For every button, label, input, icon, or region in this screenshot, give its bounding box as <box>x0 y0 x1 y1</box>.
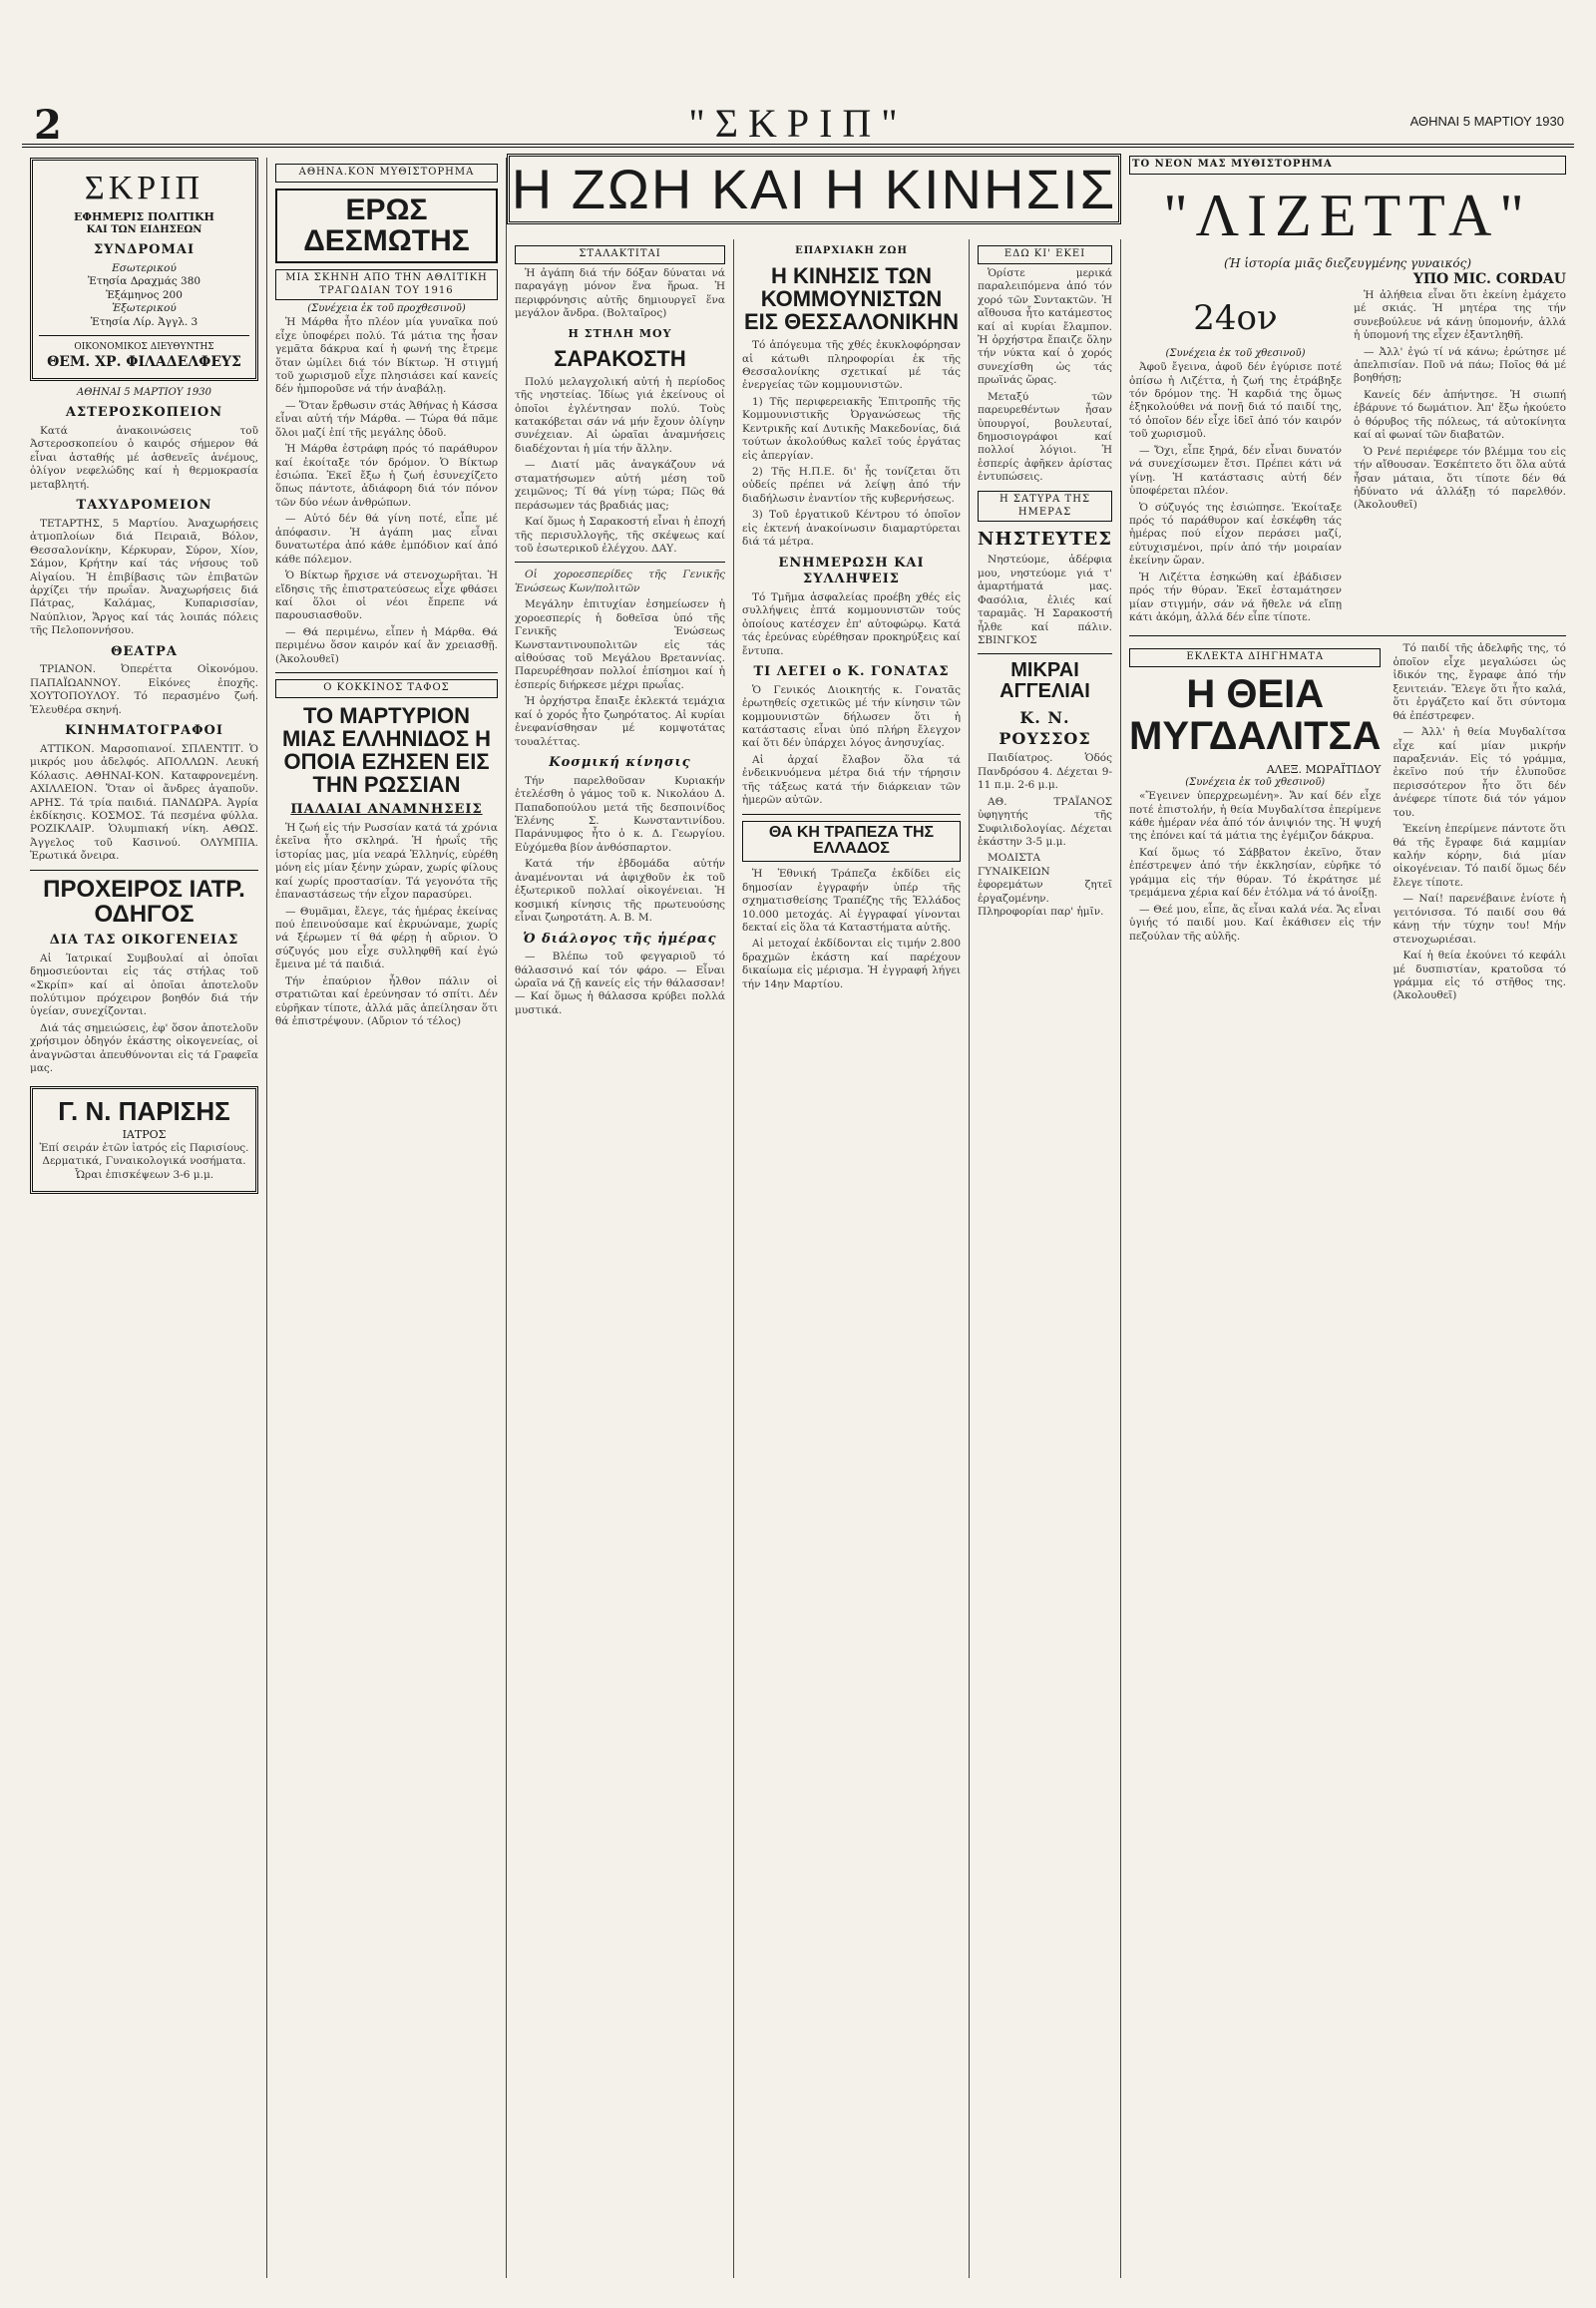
memories-subtitle: ΠΑΛΑΙΑΙ ΑΝΑΜΝΗΣΕΙΣ <box>290 802 483 818</box>
novel-title: "ΛΙΖΕΤΤΑ" <box>1163 182 1532 248</box>
column-4: ΕΠΑΡΧΙΑΚΗ ΖΩΗ Η ΚΙΝΗΣΙΣ ΤΩΝ ΚΟΜΜΟΥΝΙΣΤΩΝ ΕΙΣ ΘΕΣΣΑΛΟΝΙΚΗΝ Τό ἀπόγευμα τῆς χθές ἐκυκλοφόρησαν αἱ κάτωθι πληροφορίαι ἐκ τῆς Θεσσαλονίκης σχετικαί μέ τάς ἐνεργείας τῶν κομμουνιστῶν. 1) Τῆς περιφερειακῆς Ἐπιτροπῆς τῆς Κομμουνιστικῆς Ὀργανώσεως τῆς Κεντρικῆς καί Δυτικῆς Μακεδονίας, διά τούτων ἀκολούθως καλεῖ τούς ἐργάτας εἰς ἀπεργίαν. 2) Τῆς Η.Π.Ε. δι' ἧς τονίζεται ὅτι οὐδείς πρέπει νά λείψῃ ἀπό τήν διαδήλωσιν ἐναντίον τῆς κυβερνήσεως. 3) Τοῦ ἐργατικοῦ Κέντρου τό ὁποῖον εἰς ἐκτενή ἀνακοίνωσιν διαμαρτύρεται διά τά μέτρα. ΕΝΗΜΕΡΩΣΗ ΚΑΙ ΣΥΛΛΗΨΕΙΣ Τό Τμῆμα ἀσφαλείας προέβη χθές εἰς συλλήψεις ἐπτά κομμουνιστῶν τούς ὁποίους κατέσχεν ἐπ' αὐτοφώρῳ. Κατά τάς ἐρεύνας εὑρέθησαν προκηρύξεις καί ἔντυπα. ΤΙ ΛΕΓΕΙ ο Κ. ΓΟΝΑΤΑΣ Ὁ Γενικός Διοικητής κ. Γονατᾶς ἐρωτηθείς σχετικῶς μέ τήν κίνησιν τῶν κομμουνιστῶν δήλωσεν ὅτι ἡ κατάστασις εἶναι ὑπό πλήρη ἔλεγχον καί ὅτι δέν ὑπάρχει λόγος ἀνησυχίας. Αἱ ἀρχαί ἔλαβον ὅλα τά ἐνδεικνυόμενα μέτρα διά τήν τήρησιν τῆς τάξεως κατά τήν διάρκειαν τῶν ἡμερῶν αὐτῶν. ΘΑ ΚΗ ΤΡΑΠΕΖΑ ΤΗΣ ΕΛΛΑΔΟΣ Ἡ Ἐθνική Τράπεζα ἐκδίδει εἰς δημοσίαν ἐγγραφήν ὑπέρ τῆς σχηματισθείσης Τραπέζης τῆς Ἑλλάδος 10.000 μετοχάς. Αἱ ἐγγραφαί γίνονται δεκταί εἰς ὅλα τά Καταστήματα αὐτῆς. Αἱ μετοχαί ἐκδίδονται εἰς τιμήν 2.800 δραχμῶν ἑκάστη καί παρέχουν δικαίωμα εἰς μέρισμα. Ἡ ἐγγραφή λήγει τήν 14ην Μαρτίου. <box>734 239 970 2278</box>
novel-continuation: (Συνέχεια ἐκ τοῦ χθεσινοῦ) <box>1165 348 1306 360</box>
story-author: ΑΛΕΞ. ΜΩΡΑΪΤΙΔΟΥ <box>1266 763 1382 777</box>
column-6: ΤΟ ΝΕΟΝ ΜΑΣ ΜΥΘΙΣΤΟΡΗΜΑ "ΛΙΖΕΤΤΑ" (Ἡ ἱστορία μιᾶς διεζευγμένης γυναικός) ΥΠΟ MIC. CORDAU 24ον (Συνέχεια ἐκ τοῦ χθεσινοῦ) Ἀφοῦ ἔγεινα, ἀφοῦ δέν ἐγύρισε ποτέ ὀπίσω ἡ Λιζέττα, ἡ ζωή της ἐτράβηξε τόν δρόμον της. Ἡ καρδιά της ὅμως ἐξηκολούθει νά πονῇ διά τό παιδί της, τό ὁποῖον δέν εἶχε ἰδεῖ ἀπό τόν καιρόν τοῦ χωρισμοῦ. — Ὄχι, εἶπε ξηρά, δέν εἶναι δυνατόν νά συνεχίσωμεν ἔτσι. Πρέπει κάτι νά γίνῃ. Ἡ κατάστασις αὐτή δέν ὑποφέρεται πλέον. Ὁ σύζυγός της ἐσιώπησε. Ἐκοίταξε πρός τό παράθυρον καί ἐσκέφθη τάς ἡμέρας πού εἶχον περάσει μαζί, εὐτυχισμένοι, πρίν ἀπό τήν μοιραίαν ἐκείνην ὥραν. Ἡ Λιζέττα ἐσηκώθη καί ἐβάδισεν πρός τήν θύραν. Ἐκεῖ ἐσταμάτησεν μίαν στιγμήν, σάν νά ἤθελε νά εἴπῃ κάτι ἀκόμη, ἀλλά δέν εἶπε τίποτε. Ἡ ἀλήθεια εἶναι ὅτι ἐκείνη ἐμάχετο μέ σκιάς. Ἡ μητέρα της τήν συνεβούλευε νά κάνῃ ὑπομονήν, ἀλλά ἡ ὑπομονή της εἶχεν ἐξαντληθῆ. — Ἀλλ' ἐγώ τί νά κάνω; ἐρώτησε μέ ἀπελπισίαν. Ποῦ νά πάω; Ποῖος θά μέ βοηθήσῃ; Κανείς δέν ἀπήντησε. Ἡ σιωπή ἐβάρυνε τό δωμάτιον. Ἀπ' ἔξω ἠκούετο ὁ θόρυβος τῆς πόλεως, τά αὐτοκίνητα καί αἱ φωναί τῶν διαβατῶν. Ὁ Ρενέ περιέφερε τόν βλέμμα του εἰς τήν αἴθουσαν. Ἐσκέπτετο ὅτι ὅλα αὐτά ἦσαν μάταια, ὅτι τίποτε δέν θά ἠδύνατο νά ἀλλάξῃ τό παρελθόν. (Ἀκολουθεῖ) ΕΚΛΕΚΤΑ ΔΙΗΓΗΜΑΤΑ Η ΘΕΙΑ ΜΥΓΔΑΛΙΤΣΑ ΑΛΕΞ. ΜΩΡΑΪΤΙΔΟΥ (Συνέχεια ἐκ τοῦ χθεσινοῦ) «Ἔγεινεν ὑπερχρεωμένη». Ἄν καί δέν εἶχε ποτέ ἐπιστολήν, ἡ θεία Μυγδαλίτσα ἐπερίμενε κάθε ἡμέραν νέα ἀπό τόν ἀνιψιόν της. Ἡ ψυχή της ἐπόνει καί τά μάτια της ἐγέμιζον δάκρυα. Καί ὅμως τό Σάββατον ἐκεῖνο, ὅταν ἐπέστρεψεν ἀπό τήν ἐκκλησίαν, εὑρῆκε τό γράμμα εἰς τήν θύραν. Τό ἐκράτησε μέ τρεμάμενα χέρια καί δέν ἐτόλμα νά τό ἀνοίξῃ. — Θεέ μου, εἶπε, ἄς εἶναι καλά νέα. Ἄς εἶναι ὑγιής τό παιδί μου. Καί ἐκάθισεν εἰς τήν πεζούλαν τῆς αὐλῆς. Τό παιδί τῆς ἀδελφῆς της, τό ὁποῖον εἶχε μεγαλώσει ὡς ἰδικόν της, ἔγραφε ἀπό τήν ξενιτειάν. Ἔλεγε ὅτι ἦτο καλά, ὅτι ἐργάζετο καί ὅτι σύντομα θά ἐπέστρεφεν. — Ἀλλ' ἡ θεία Μυγδαλίτσα εἶχε καί μίαν μικρήν παραξενιάν. Εἰς τό γράμμα, ἐκεῖνο πού τήν ἐλυποῦσε περισσότερον ἦτο ὅτι δέν ἀνέφερε τίποτε διά τόν γάμον του. Ἐκείνη ἐπερίμενε πάντοτε ὅτι θά τῆς ἔγραφε διά καμμίαν καλήν κόρην, διά μίαν οἰκογένειαν. Τό παιδί ὅμως δέν ἔλεγε τίποτε. — Ναί! παρενέβαινε ἐνίοτε ἡ γειτόνισσα. Τό παιδί σου θά κάνῃ τήν τύχην του! Μήν στενοχωριέσαι. Καί ἡ θεία ἐκούνει τό κεφάλι μέ δυσπιστίαν, κρατοῦσα τό γράμμα εἰς τό στῆθος της. (Ἀκολουθεῖ) <box>1121 150 1574 2278</box>
small-ads-title: ΜΙΚΡΑΙ ΑΓΓΕΛΙΑΙ <box>999 659 1090 703</box>
novel-subtitle: (Ἡ ἱστορία μιᾶς διεζευγμένης γυναικός) <box>1223 255 1472 270</box>
newspaper-title: "ΣΚΡΙΠ" <box>688 101 908 146</box>
foreign-rate: Ἐτησία Λίρ. Ἀγγλ. 3 <box>90 315 199 328</box>
cinemas-heading: ΚΙΝΗΜΑΤΟΓΡΑΦΟΙ <box>65 723 223 739</box>
interior-label: Εσωτερικού <box>112 262 177 275</box>
serial-subtitle: ΜΙΑ ΣΚΗΝΗ ΑΠΟ ΤΗΝ ΑΘΛΙΤΙΚΗ ΤΡΑΓΩΔΙΑΝ ΤΟΥ 1916 <box>275 269 498 301</box>
page-number: 2 <box>34 102 62 149</box>
tagline: ΕΦΗΜΕΡΙΣ ΠΟΛΙΤΙΚΗ <box>74 209 214 223</box>
director-label: ΟΙΚΟΝΟΜΙΚΟΣ ΔΙΕΥΘΥΝΤΗΣ <box>74 342 214 353</box>
foreign-label: Ἐξωτερικού <box>112 302 177 315</box>
serial-title: ΕΡΩΣ ΔΕΣΜΩΤΗΣ <box>275 189 498 263</box>
here-there-label: ΕΔΩ ΚΙ' ΕΚΕΙ <box>978 245 1112 264</box>
subscriptions-title: ΣΥΝΔΡΟΜΑΙ <box>93 242 196 258</box>
serial-label: ΑΘΗΝΑ.ΚΟΝ ΜΥΘΙΣΤΟΡΗΜΑ <box>275 164 498 183</box>
annual-rate: Ἐτησία Δραχμάς 380 <box>87 275 201 288</box>
subtagline: ΚΑΙ ΤΩΝ ΕΙΔΗΣΕΩΝ <box>86 223 202 235</box>
column-1: ΣΚΡΙΠ ΕΦΗΜΕΡΙΣ ΠΟΛΙΤΙΚΗ ΚΑΙ ΤΩΝ ΕΙΔΗΣΕΩΝ ΣΥΝΔΡΟΜΑΙ Εσωτερικού Ἐτησία Δραχμάς 380 Ἑξάμηνος 200 Ἐξωτερικού Ἐτησία Λίρ. Ἀγγλ. 3 ΟΙΚΟΝΟΜΙΚΟΣ ΔΙΕΥΘΥΝΤΗΣ ΘΕΜ. ΧΡ. ΦΙΛΑΔΕΛΦΕΥΣ ΑΘΗΝΑΙ 5 ΜΑΡΤΙΟΥ 1930 ΑΣΤΕΡΟΣΚΟΠΕΙΟΝ Κατά ἀνακοινώσεις τοῦ Ἀστεροσκοπείου ὁ καιρός σήμερον θά εἶναι ἀσταθής μέ ἀσθενεῖς ἀνέμους, ὀλίγον νεφελώδης καί ἡ θερμοκρασία μεταβλητή. ΤΑΧΥΔΡΟΜΕΙΟΝ ΤΕΤΑΡΤΗΣ, 5 Μαρτίου. Ἀναχωρήσεις ἀτμοπλοίων διά Πειραιᾶ, Βόλον, Θεσσαλονίκην, Κέρκυραν, Σύρον, Χίον, Σάμον, Κρήτην καί τάς νήσους τοῦ Αἰγαίου. Ἡ ἐπιβίβασις τῶν ἐπιβατῶν ἀρχίζει τήν πρωΐαν. Ἀναχωρήσεις διά Πάτρας, Καλάμας, Κυπαρισσίαν, Ναύπλιον, Ἄργος καί τάς λοιπάς πόλεις τῆς Πελοποννήσου. ΘΕΑΤΡΑ ΤΡΙΑΝΟΝ. Ὀπερέττα Οἰκονόμου. ΠΑΠΑΪΩΑΝΝΟΥ. Εἰκόνες ἐποχῆς. ΧΟΥΤΟΠΟΥΛΟΥ. Τό περασμένο ζωή. Ἐλευθέρα σκηνή. ΚΙΝΗΜΑΤΟΓΡΑΦΟΙ ΑΤΤΙΚΟΝ. Μαρσοπιανοί. ΣΠΛΕΝΤΙΤ. Ὁ μικρός μου ἀδελφός. ΑΠΟΛΛΩΝ. Λευκή Κόλασις. ΑΘΗΝΑΙ-ΚΟΝ. Καταφρονεμένη. ΑΧΙΛΛΕΙΟΝ. Ὅταν οἱ ἄνδρες ἀγαποῦν. ΑΡΗΣ. Τά τρία παιδιά. ΠΑΝΔΩΡΑ. Ἀγρία ἐκδίκησις. ΚΟΣΜΟΣ. Τά πεσμένα φύλλα. ΡΟΖΙΚΛΑΙΡ. Ὁλυμπιακή νίκη. ΑΘΩΣ. Ἀγγελος τοῦ Κασινού. ΟΛΥΜΠΙΑ. Ἐρωτικά ὄνειρα. ΠΡΟΧΕΙΡΟΣ ΙΑΤΡ. ΟΔΗΓΟΣ ΔΙΑ ΤΑΣ ΟΙΚΟΓΕΝΕΙΑΣ Αἱ Ἰατρικαί Συμβουλαί αἱ ὁποῖαι δημοσιεύονται εἰς τάς στήλας τοῦ «Σκρίπ» καί αἱ ὁποῖαι ἀποτελοῦν πολύτιμον πρόχειρον βοηθόν διά τήν ὑγείαν, συνεχίζονται. Διά τάς σημειώσεις, ἐφ' ὅσον ἀποτελοῦν χρήσιμον ὁδηγόν ἑκάστης οἰκογενείας, οἱ ἀναγνῶσται ἀπευθύνονται εἰς τά Γραφεῖα μας. Γ. Ν. ΠΑΡΙΣΗΣ ΙΑΤΡΟΣ Ἐπί σειράν ἐτῶν ἰατρός εἰς Παρισίους. Δερματικά, Γυναικολογικά νοσήματα. Ὧραι ἐπισκέψεων 3-6 μ.μ. <box>22 158 267 2278</box>
banner-wrap <box>507 150 1121 230</box>
column-date: ΑΘΗΝΑΙ 5 ΜΑΡΤΙΟΥ 1930 <box>76 386 212 398</box>
satire-label: Η ΣΑΤΥΡΑ ΤΗΣ ΗΜΕΡΑΣ <box>978 491 1112 523</box>
my-column-label: Η ΣΤΗΛΗ ΜΟΥ <box>568 326 672 340</box>
ad-name: Κ. Ν. ΡΟΥΣΣΟΣ <box>998 708 1091 748</box>
post-heading: ΤΑΧΥΔΡΟΜΕΙΟΝ <box>76 498 212 514</box>
masthead <box>22 100 1574 148</box>
story-continuation: (Συνέχεια ἐκ τοῦ χθεσινοῦ) <box>1185 777 1326 789</box>
medical-guide-title: ΠΡΟΧΕΙΡΟΣ ΙΑΤΡ. ΟΔΗΓΟΣ <box>43 875 245 928</box>
logo: ΣΚΡΙΠ <box>84 170 204 206</box>
stalaktitai-label: ΣΤΑΛΑΚΤΙΤΑΙ <box>515 245 725 264</box>
arrests-subheading: ΕΝΗΜΕΡΩΣΗ ΚΑΙ ΣΥΛΛΗΨΕΙΣ <box>778 555 925 587</box>
astro-heading: ΑΣΤΕΡΟΣΚΟΠΕΙΟΝ <box>65 405 223 421</box>
dialogue-heading: Ὁ διάλογος τῆς ἡμέρας <box>523 931 717 947</box>
communists-title: Η ΚΙΝΗΣΙΣ ΤΩΝ ΚΟΜΜΟΥΝΙΣΤΩΝ ΕΙΣ ΘΕΣΣΑΛΟΝΙΚΗΝ <box>743 262 960 334</box>
novel-author: ΥΠΟ MIC. CORDAU <box>1412 270 1566 287</box>
issue-date: ΑΘΗΝΑΙ 5 ΜΑΡΤΙΟΥ 1930 <box>1409 114 1564 129</box>
bank-heading: ΘΑ ΚΗ ΤΡΑΠΕΖΑ ΤΗΣ ΕΛΛΑΔΟΣ <box>742 821 961 863</box>
martyrion-title: ΤΟ ΜΑΡΤΥΡΙΟΝ ΜΙΑΣ ΕΛΛΗΝΙΔΟΣ Η ΟΠΟΙΑ ΕΖΗΣΕΝ ΕΙΣ ΤΗΝ ΡΩΣΣΙΑΝ <box>281 702 492 798</box>
director-name: ΘΕΜ. ΧΡ. ΦΙΛΑΔΕΛΦΕΥΣ <box>47 353 241 370</box>
theatres-heading: ΘΕΑΤΡΑ <box>111 643 178 659</box>
story-title: Η ΘΕΙΑ ΜΥΓΔΑΛΙΤΣΑ <box>1129 672 1382 759</box>
column-5: ΕΔΩ ΚΙ' ΕΚΕΙ Ὁρίστε μερικά παραλειπόμενα ἀπό τόν χορό τῶν Συντακτῶν. Ἡ αἴθουσα ἦτο κατάμεστος καί αἱ κυρίαι ἔλαμπον. Ἡ ὀρχήστρα ἔπαιζε ὅλην τήν νύκτα καί ὁ χορός συνεχίσθη ὡς τάς πρωϊνάς ὥρας. Μεταξύ τῶν παρευρεθέντων ἦσαν ὑπουργοί, βουλευταί, δημοσιογράφοι καί πολλοί λόγιοι. Ἡ ἑσπερίς ἀφῆκεν ἀρίστας ἐντυπώσεις. Η ΣΑΤΥΡΑ ΤΗΣ ΗΜΕΡΑΣ ΝΗΣΤΕΥΤΕΣ Νηστεύομε, ἀδέρφια μου, νηστεύομε γιά τ' ἁμαρτήματά μας. Φασόλια, ἐλιές καί ταραμᾶς. Ἡ Σαρακοστή ἦλθε καί πάλιν. ΣΒΙΝΓΚΟΣ ΜΙΚΡΑΙ ΑΓΓΕΛΙΑΙ Κ. Ν. ΡΟΥΣΣΟΣ Παιδίατρος. Ὁδός Πανδρόσου 4. Δέχεται 9-11 π.μ. 2-6 μ.μ. ΑΘ. ΤΡΑΪΑΝΟΣ ὑφηγητής τῆς Συφιλιδολογίας. Δέχεται ἑκάστην 3-5 μ.μ. ΜΟΔΙΣΤΑ ΓΥΝΑΙΚΕΙΩΝ ἐφορεμάτων ζητεῖ ἐργαζομένην. Πληροφορίαι παρ' ἡμῖν. <box>970 239 1121 2278</box>
medical-guide-subtitle: ΔΙΑ ΤΑΣ ΟΙΚΟΓΕΝΕΙΑΣ <box>49 933 239 949</box>
doctor-name: Γ. Ν. ΠΑΡΙΣΗΣ <box>58 1095 230 1126</box>
fasting-title: ΝΗΣΤΕΥΤΕΣ <box>978 529 1112 551</box>
red-tomb-label: Ο ΚΟΚΚΙΝΟΣ ΤΑΦΟΣ <box>275 679 498 698</box>
column-2: ΑΘΗΝΑ.ΚΟΝ ΜΥΘΙΣΤΟΡΗΜΑ ΕΡΩΣ ΔΕΣΜΩΤΗΣ ΜΙΑ ΣΚΗΝΗ ΑΠΟ ΤΗΝ ΑΘΛΙΤΙΚΗ ΤΡΑΓΩΔΙΑΝ ΤΟΥ 1916 (Συνέχεια ἐκ τοῦ προχθεσινοῦ) Ἡ Μάρθα ἦτο πλέον μία γυναῖκα πού εἶχε ὑποφέρει πολύ. Τά μάτια της ἦσαν γεμᾶτα δάκρυα καί ἡ φωνή της ἔτρεμε ὅταν ὡμίλει διά τόν Βίκτωρ. Ἡ στιγμή τοῦ χωρισμοῦ εἶχε πλησιάσει καί κανείς δέν ἠμποροῦσε νά τήν ἀναβάλῃ. — Ὅταν ἔρθωσιν στάς Ἀθήνας ἡ Κάσσα εἶναι αὐτή τήν Μάρθα. — Τώρα θά πᾶμε ὅλοι μαζί ἐπί τῆς μεγάλης ὁδοῦ. Ἡ Μάρθα ἐστράφη πρός τό παράθυρον καί ἐκοίταξε τόν δρόμον. Ὁ Βίκτωρ ἐσιώπα. Ἐκεῖ ἔξω ἡ ζωή ἐσυνεχίζετο ὅπως πάντοτε, ἀδιάφορη διά τόν πόνον τῶν δύο νέων ἀνθρώπων. — Αὐτό δέν θά γίνη ποτέ, εἶπε μέ ἀπόφασιν. Ἡ ἀγάπη μας εἶναι δυνατωτέρα ἀπό κάθε ἐμπόδιον καί ἀπό κάθε πόλεμον. Ὁ Βίκτωρ ἤρχισε νά στενοχωρῆται. Ἡ εἴδησις τῆς ἐπιστρατεύσεως εἶχε φθάσει καί ὅλοι οἱ νέοι ἔπρεπε νά παρουσιασθοῦν. — Θά περιμένω, εἶπεν ἡ Μάρθα. Θά περιμένω ὅσον καιρόν καί ἄν χρειασθῇ. (Ἀκολουθεῖ) Ο ΚΟΚΚΙΝΟΣ ΤΑΦΟΣ ΤΟ ΜΑΡΤΥΡΙΟΝ ΜΙΑΣ ΕΛΛΗΝΙΔΟΣ Η ΟΠΟΙΑ ΕΖΗΣΕΝ ΕΙΣ ΤΗΝ ΡΩΣΣΙΑΝ ΠΑΛΑΙΑΙ ΑΝΑΜΝΗΣΕΙΣ Ἡ ζωή εἰς τήν Ρωσσίαν κατά τά χρόνια ἐκεῖνα ἦτο σκληρά. Ἡ ἡρωΐς τῆς ἱστορίας μας, μία νεαρά Ἑλληνίς, εὑρέθη μόνη εἰς μίαν ξένην χώραν, χωρίς φίλους καί χωρίς προστασίαν. Τά γεγονότα τῆς ἐπαναστάσεως τήν εἶχον παρασύρει. — Θυμᾶμαι, ἔλεγε, τάς ἡμέρας ἐκείνας πού ἐπεινούσαμε καί ἐκρυώναμε, χωρίς νά ξέρωμεν τί θά φέρῃ ἡ αὔριον. Ὁ σύζυγός μου εἶχε συλληφθῆ καί ἐγώ ἔμεινα μέ τά παιδιά. Τήν ἐπαύριον ἦλθον πάλιν οἱ στρατιῶται καί ἐρεύνησαν τό σπίτι. Δέν εὑρῆκαν τίποτε, ἀλλά μᾶς ἀπείλησαν ὅτι θά ἐπιστρέψουν. (Αὔριον τό τέλος) <box>267 158 507 2278</box>
subscription-box <box>30 158 258 381</box>
stories-label: ΕΚΛΕΚΤΑ ΔΙΗΓΗΜΑΤΑ <box>1129 648 1381 667</box>
novel-label: ΤΟ ΝΕΟΝ ΜΑΣ ΜΥΘΙΣΤΟΡΗΜΑ <box>1129 156 1566 175</box>
chapter-number: 24ον <box>1193 297 1278 338</box>
section-banner: Η ΖΩΗ ΚΑΙ Η ΚΙΝΗΣΙΣ <box>507 154 1121 224</box>
column-3: ΣΤΑΛΑΚΤΙΤΑΙ Ἡ ἀγάπη διά τήν δόξαν δύναται νά παραγάγῃ μόνον ἕνα ἥρωα. Ἡ περιφρόνησις αὐτῆς δημιουργεῖ ἕνα μεγάλον ἄνδρα. (Βολταῖρος) Η ΣΤΗΛΗ ΜΟΥ ΣΑΡΑΚΟΣΤΗ Πολύ μελαγχολική αὐτή ἡ περίοδος τῆς νηστείας. Ἰδίως γιά ἐκείνους οἱ ὁποῖοι ἐγλέντησαν πολύ. Τοὺς κατακόβεται σάν νά μήν ἔχουν ὀλίγην συνέχειαν. Αἱ ὡραῖαι ἀναμνήσεις διαδέχονται ἡ μία τήν ἄλλην. — Διατί μᾶς ἀναγκάζουν νά σταματήσωμεν αὐτή μέση τοῦ χειμῶνος; Τί θά γίνῃ τώρα; Πῶς θά περάσωμεν τάς βραδιάς μας; Καί ὅμως ἡ Σαρακοστή εἶναι ἡ ἐποχή τῆς περισυλλογῆς, τῆς σκέψεως καί τοῦ ἐσωτερικοῦ ἐλέγχου. ΔΑΥ. Οἱ χοροεσπερίδες τῆς Γενικῆς Ἑνώσεως Κων/πολιτῶν Μεγάλην ἐπιτυχίαν ἐσημείωσεν ἡ χοροεσπερίς ἡ δοθεῖσα ὑπό τῆς Γενικῆς Ἑνώσεως Κωνσταντινουπολιτῶν εἰς τάς αἰθούσας τοῦ Μεγάλου Βρεταννίας. Παρευρέθησαν πολλοί ἐπίσημοι καί ἡ ἑσπερίς διήρκεσε μέχρι πρωΐας. Ἡ ὀρχήστρα ἔπαιξε ἐκλεκτά τεμάχια καί ὁ χορός ἦτο ζωηρότατος. Αἱ κυρίαι ἐνεφανίσθησαν μέ κομψοτάτας τουαλέττας. Κοσμική κίνησις Τήν παρελθοῦσαν Κυριακήν ἐτελέσθη ὁ γάμος τοῦ κ. Νικολάου Δ. Παπαδοπούλου μετά τῆς δεσποινίδος Ἑλένης Σ. Κωνσταντινίδου. Παράνυμφος ἦτο ὁ κ. Δ. Γεωργίου. Εὐχόμεθα βίον ἀνθόσπαρτον. Κατά τήν ἑβδομάδα αὐτήν ἀναμένονται νά ἀφιχθοῦν ἐκ τοῦ ἐξωτερικοῦ πολλαί οἰκογένειαι. Ἡ κοσμική κίνησις τῆς πρωτευούσης εἶναι ζωηροτάτη. Α. Β. Μ. Ὁ διάλογος τῆς ἡμέρας — Βλέπω τοῦ φεγγαριοῦ τό θάλασσινό καί τόν φάρο. — Εἶναι ὡραῖα νά ζῇ κανείς εἰς τήν θάλασσαν! — Καί ὅμως ἡ θάλασσα κρύβει πολλά μυστικά. <box>507 239 734 2278</box>
society-heading: Κοσμική κίνησις <box>549 755 691 771</box>
doctor-ad: Γ. Ν. ΠΑΡΙΣΗΣ ΙΑΤΡΟΣ Ἐπί σειράν ἐτῶν ἰατρός εἰς Παρισίους. Δερματικά, Γυναικολογικά νοσήματα. Ὧραι ἐπισκέψεων 3-6 μ.μ. <box>30 1086 258 1195</box>
sarakosti-title: ΣΑΡΑΚΟΣΤΗ <box>554 345 686 371</box>
gonatas-subheading: ΤΙ ΛΕΓΕΙ ο Κ. ΓΟΝΑΤΑΣ <box>753 664 950 680</box>
provincial-label: ΕΠΑΡΧΙΑΚΗ ΖΩΗ <box>795 245 908 256</box>
doctor-title: ΙΑΤΡΟΣ <box>122 1127 167 1141</box>
semi-rate: Ἑξάμηνος 200 <box>106 288 183 301</box>
serial-continuation: (Συνέχεια ἐκ τοῦ προχθεσινοῦ) <box>307 303 466 315</box>
